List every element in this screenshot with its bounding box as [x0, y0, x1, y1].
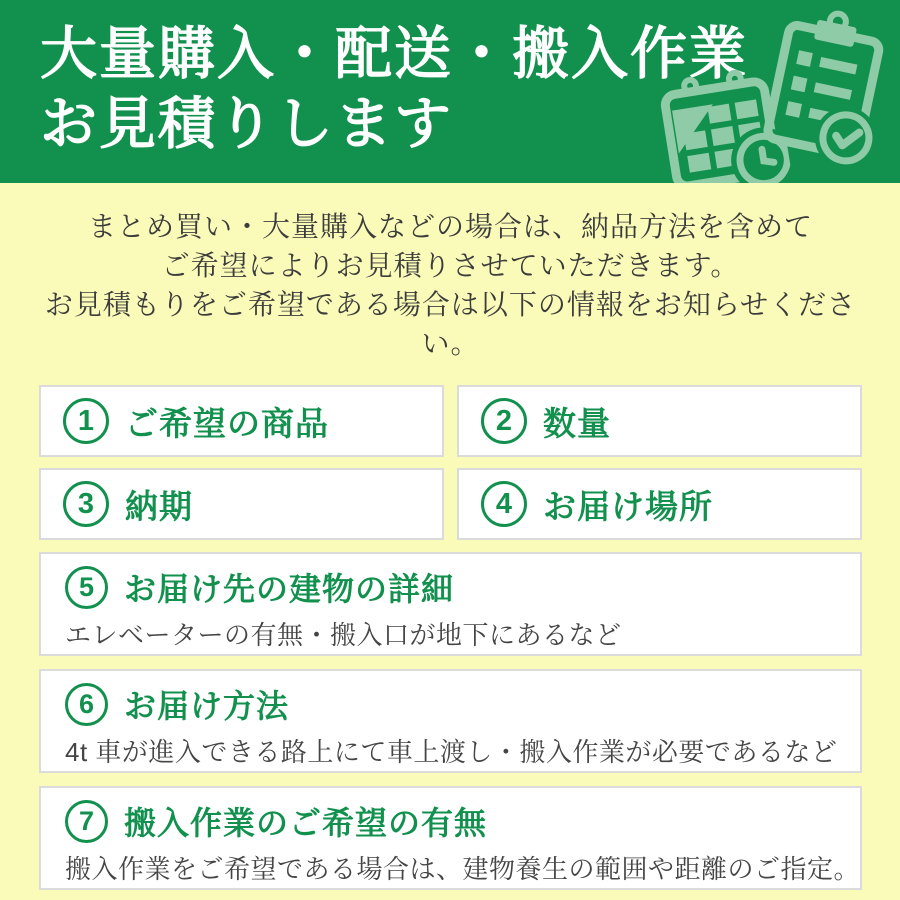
info-title-6: お届け方法	[124, 688, 290, 724]
info-box-5	[39, 552, 862, 656]
clipboard-check-icon	[747, 0, 899, 177]
info-desc-5: エレベーターの有無・搬入口が地下にあるなど	[65, 620, 622, 650]
info-stack	[39, 552, 862, 890]
info-box-7	[39, 786, 862, 890]
intro-text	[39, 207, 862, 363]
header-title-line2: お見積りします	[40, 91, 453, 156]
number-badge-4: 4	[481, 481, 527, 527]
info-title-3: 納期	[125, 487, 193, 525]
number-badge-3: 3	[63, 481, 109, 527]
intro-line: お見積もりをご希望である場合は以下の情報をお知らせください。	[44, 289, 857, 359]
intro-line: ご希望によりお見積りさせていただきます。	[161, 250, 740, 281]
info-desc-6: 4t 車が進入できる路上にて車上渡し・搬入作業が必要であるなど	[65, 737, 838, 767]
info-title-4: お届け場所	[543, 487, 713, 525]
info-title-7: 搬入作業のご希望の有無	[124, 805, 488, 841]
info-box-1	[39, 385, 444, 457]
info-grid	[39, 385, 862, 540]
number-badge-6: 6	[65, 683, 108, 726]
info-box-4	[457, 468, 862, 540]
info-box-3	[39, 468, 444, 540]
header-title	[40, 20, 748, 159]
number-badge-2: 2	[481, 398, 527, 444]
info-desc-7: 搬入作業をご希望である場合は、建物養生の範囲や距離のご指定。	[65, 854, 861, 884]
info-title-5: お届け先の建物の詳細	[124, 571, 455, 607]
info-box-6	[39, 669, 862, 773]
info-box-2	[457, 385, 862, 457]
number-badge-5: 5	[65, 566, 108, 609]
info-title-2: 数量	[543, 404, 611, 442]
intro-line: まとめ買い・大量購入などの場合は、納品方法を含めて	[87, 211, 813, 242]
header	[0, 0, 900, 183]
content	[0, 183, 900, 890]
header-title-line1: 大量購入・配送・搬入作業	[40, 22, 748, 86]
info-title-1: ご希望の商品	[125, 404, 329, 442]
number-badge-1: 1	[63, 398, 109, 444]
number-badge-7: 7	[65, 800, 108, 843]
